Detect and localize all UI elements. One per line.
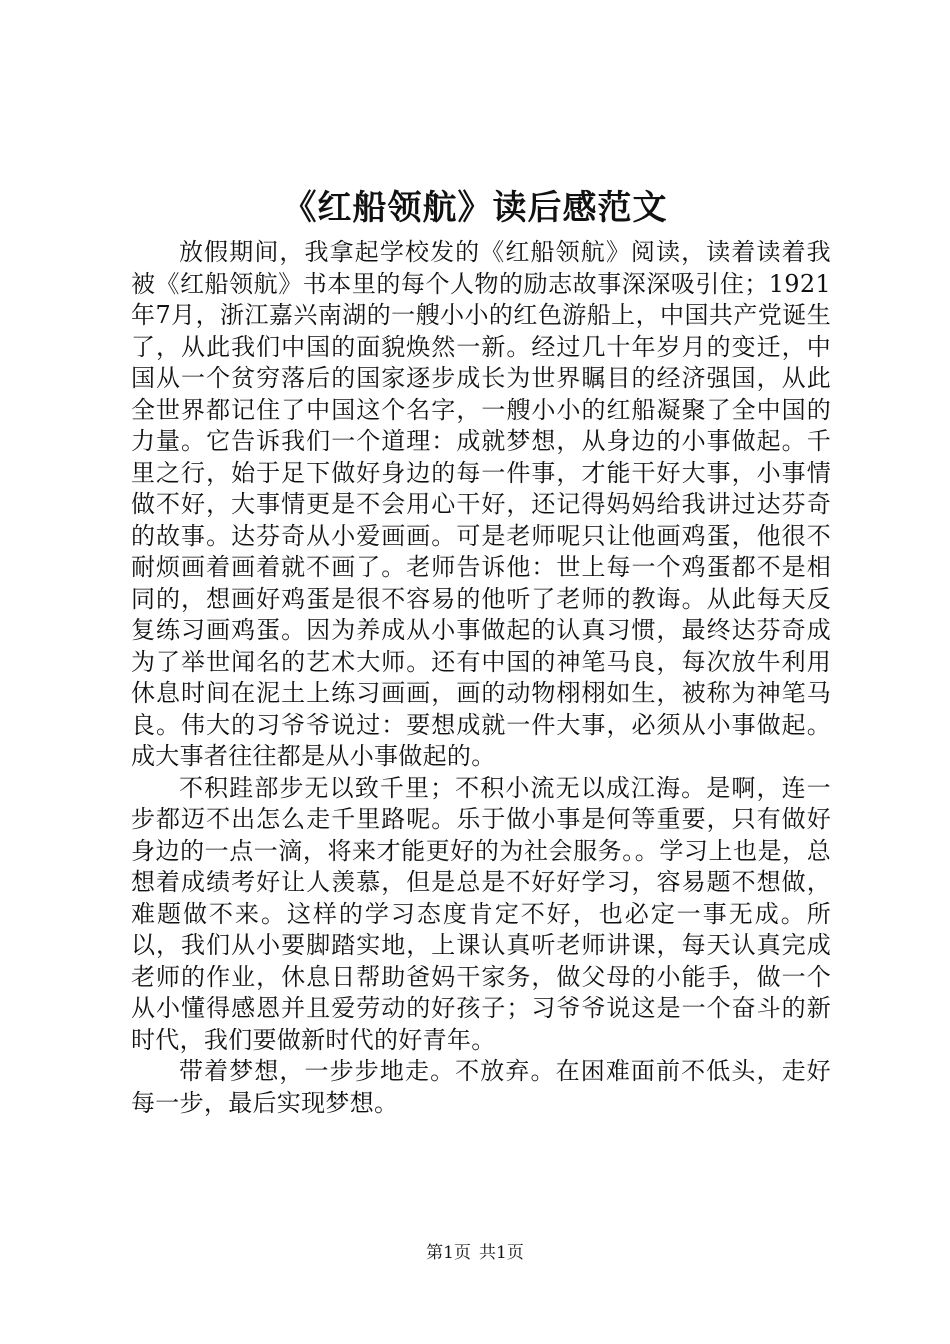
page-footer [0,1241,950,1265]
page-total: 共1页 [479,1243,524,1263]
document-title: 《红船领航》读后感范文 [282,188,668,228]
paragraph-2: 不积跬部步无以致千里；不积小流无以成江海。是啊，连一步都迈不出怎么走千里路呢。乐于做小事是何等重要，只有做好身边的一点一滴，将来才能更好的为社会服务。。学习上也是，总想着成绩考好让人羡慕，但是总是不好好学习，容易题不想做，难题做不来。这样的学习态度肯定不好，也必定一事无成。所以，我们从小要脚踏实地，上课认真听老师讲课，每天认真完成老师的作业，休息日帮助爸妈干家务，做父母的小能手，做一个从小懂得感恩并且爱劳动的好孩子；习爷爷说这是一个奋斗的新时代，我们要做新时代的好青年。 [131,773,831,1054]
document-body [131,237,831,1119]
paragraph-1: 放假期间，我拿起学校发的《红船领航》阅读，读着读着我被《红船领航》书本里的每个人物的励志故事深深吸引住；1921年7月，浙江嘉兴南湖的一艘小小的红色游船上，中国共产党诞生了，从此我们中国的面貌焕然一新。经过几十年岁月的变迁，中国从一个贫穷落后的国家逐步成长为世界瞩目的经济强国，从此全世界都记住了中国这个名字，一艘小小的红船凝聚了全中国的力量。它告诉我们一个道理：成就梦想，从身边的小事做起。千里之行，始于足下做好身边的每一件事，才能干好大事，小事情做不好，大事情更是不会用心干好，还记得妈妈给我讲过达芬奇的故事。达芬奇从小爱画画。可是老师呢只让他画鸡蛋，他很不耐烦画着画着就不画了。老师告诉他：世上每一个鸡蛋都不是相同的，想画好鸡蛋是很不容易的他听了老师的教诲。从此每天反复练习画鸡蛋。因为养成从小事做起的认真习惯，最终达芬奇成为了举世闻名的艺术大师。还有中国的神笔马良，每次放牛利用休息时间在泥土上练习画画，画的动物栩栩如生，被称为神笔马良。伟大的习爷爷说过：要想成就一件大事，必须从小事做起。成大事者往往都是从小事做起的。 [131,238,831,770]
paragraph-3: 带着梦想，一步步地走。不放弃。在困难面前不低头，走好每一步，最后实现梦想。 [131,1057,831,1117]
page-number: 第1页 [426,1243,471,1263]
